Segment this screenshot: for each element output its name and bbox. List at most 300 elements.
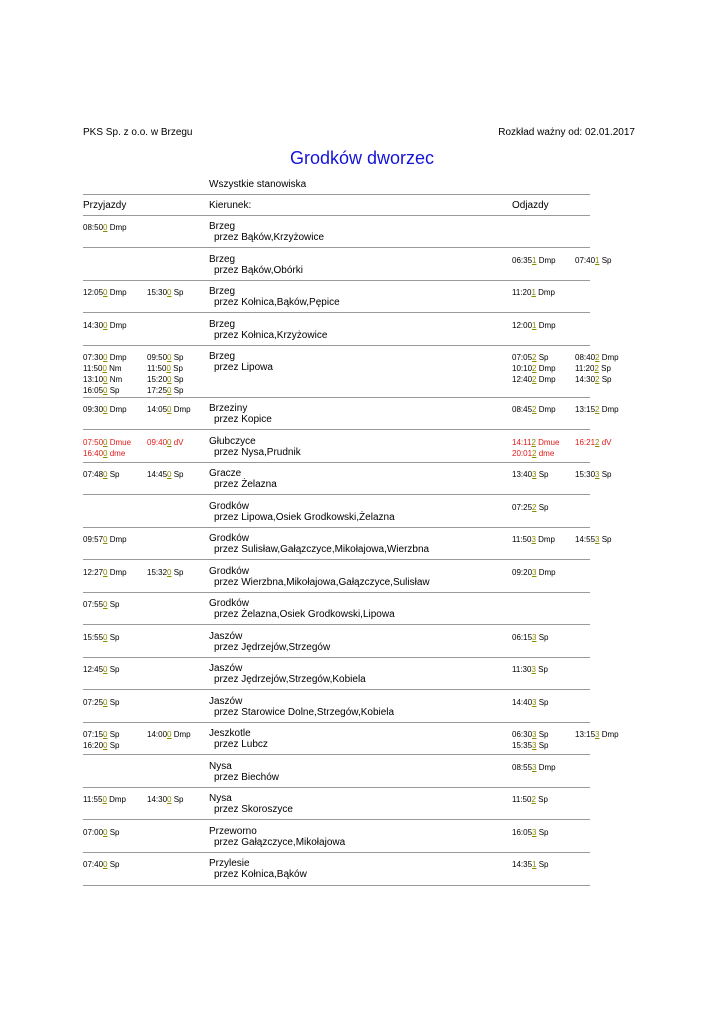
platform-mark: 0 bbox=[167, 375, 172, 384]
direction-cell bbox=[209, 286, 340, 308]
platform-mark: 1 bbox=[532, 256, 537, 265]
platform-mark: 3 bbox=[532, 730, 537, 739]
time-entry bbox=[512, 352, 556, 363]
via-route: przez Kołnica,Krzyżowice bbox=[214, 330, 328, 341]
direction-cell bbox=[209, 566, 430, 588]
destination: Przylesie bbox=[209, 858, 250, 869]
time: 12:00 bbox=[512, 321, 533, 330]
time-entry bbox=[512, 320, 556, 331]
service-code: Sp bbox=[171, 470, 184, 479]
time: 16:05 bbox=[83, 386, 104, 395]
arrivals-cell bbox=[147, 567, 184, 578]
arrivals-cell bbox=[147, 287, 184, 298]
platform-mark: 3 bbox=[595, 535, 600, 544]
time: 08:55 bbox=[512, 763, 533, 772]
row-divider bbox=[83, 852, 590, 853]
time-entry bbox=[83, 374, 127, 385]
time: 16:20 bbox=[83, 741, 104, 750]
departures-header: Odjazdy bbox=[512, 200, 549, 211]
service-code: Dmp bbox=[107, 321, 127, 330]
time: 12:45 bbox=[83, 665, 104, 674]
destination: Nysa bbox=[209, 793, 232, 804]
time-entry bbox=[512, 502, 549, 513]
arrivals-cell bbox=[83, 697, 120, 708]
service-code: Sp bbox=[536, 730, 549, 739]
platform-mark: 0 bbox=[103, 375, 108, 384]
time-entry bbox=[512, 697, 549, 708]
time-entry bbox=[512, 287, 555, 298]
platform-mark: 3 bbox=[532, 741, 537, 750]
time: 06:30 bbox=[512, 730, 533, 739]
service-code: Sp bbox=[107, 860, 120, 869]
direction-cell bbox=[209, 663, 366, 685]
platform-mark: 0 bbox=[103, 860, 108, 869]
time: 07:50 bbox=[83, 438, 104, 447]
direction-cell bbox=[209, 761, 279, 783]
departures-cell bbox=[575, 437, 612, 448]
platform-mark: 2 bbox=[532, 405, 537, 414]
platform-mark: 0 bbox=[103, 535, 108, 544]
row-divider bbox=[83, 787, 590, 788]
platform-mark: 3 bbox=[531, 535, 536, 544]
service-code: Sp bbox=[536, 828, 549, 837]
time-entry bbox=[147, 287, 184, 298]
destination: Jaszów bbox=[209, 663, 243, 674]
platform-mark: 0 bbox=[167, 730, 172, 739]
row-divider bbox=[83, 689, 590, 690]
time: 10:10 bbox=[512, 364, 533, 373]
platform-mark: 2 bbox=[532, 375, 537, 384]
time-entry bbox=[512, 363, 556, 374]
service-code: Dmp bbox=[536, 568, 556, 577]
time-entry bbox=[575, 729, 619, 740]
direction-cell bbox=[209, 468, 277, 490]
platform-mark: 0 bbox=[103, 741, 108, 750]
time-entry bbox=[147, 567, 184, 578]
time-entry bbox=[575, 437, 612, 448]
service-code: Dmp bbox=[536, 256, 556, 265]
service-code: Dmp bbox=[599, 353, 619, 362]
time-entry bbox=[147, 469, 184, 480]
destination: Grodków bbox=[209, 533, 250, 544]
time: 07:55 bbox=[83, 600, 104, 609]
platform-mark: 0 bbox=[167, 386, 172, 395]
time: 13:10 bbox=[83, 375, 104, 384]
service-code: dV bbox=[171, 438, 184, 447]
platform-mark: 0 bbox=[103, 600, 108, 609]
arrivals-cell bbox=[147, 469, 184, 480]
platform-mark: 2 bbox=[595, 405, 600, 414]
platform-mark: 2 bbox=[531, 438, 536, 447]
time-entry bbox=[512, 762, 556, 773]
arrivals-cell bbox=[83, 320, 127, 331]
row-divider bbox=[83, 592, 590, 593]
departures-cell bbox=[575, 729, 619, 740]
departures-cell bbox=[512, 287, 555, 298]
page-title: Grodków dworzec bbox=[289, 148, 435, 168]
departures-cell bbox=[512, 255, 556, 266]
row-divider bbox=[83, 397, 590, 398]
arrivals-cell bbox=[147, 404, 191, 415]
time-entry bbox=[147, 404, 191, 415]
platform-mark: 2 bbox=[595, 375, 600, 384]
platform-mark: 0 bbox=[167, 405, 172, 414]
departures-cell bbox=[512, 320, 556, 331]
platform-mark: 2 bbox=[532, 503, 537, 512]
time-entry bbox=[575, 469, 612, 480]
platform-mark: 3 bbox=[532, 763, 537, 772]
service-code: Sp bbox=[536, 503, 549, 512]
platform-mark: 0 bbox=[103, 223, 108, 232]
time: 11:50 bbox=[512, 535, 532, 544]
arrivals-cell bbox=[147, 352, 184, 396]
arrivals-cell bbox=[83, 599, 120, 610]
platform-mark: 0 bbox=[167, 438, 172, 447]
row-divider bbox=[83, 527, 590, 528]
time: 11:50 bbox=[512, 795, 532, 804]
arrivals-cell bbox=[83, 827, 120, 838]
service-code: Dmp bbox=[536, 405, 556, 414]
service-code: Sp bbox=[536, 353, 549, 362]
service-code: dme bbox=[536, 449, 555, 458]
service-code: Sp bbox=[107, 828, 120, 837]
time-entry bbox=[83, 859, 120, 870]
via-route: przez Lubcz bbox=[214, 739, 268, 750]
service-code: Dmp bbox=[171, 405, 191, 414]
time-entry bbox=[147, 385, 184, 396]
time-entry bbox=[512, 632, 549, 643]
service-code: Sp bbox=[171, 375, 184, 384]
arrivals-cell bbox=[83, 469, 120, 480]
via-route: przez Kopice bbox=[214, 414, 272, 425]
time: 11:50 bbox=[147, 364, 167, 373]
row-divider bbox=[83, 312, 590, 313]
service-code: Dmp bbox=[536, 321, 556, 330]
row-divider bbox=[83, 247, 590, 248]
service-code: Dmp bbox=[107, 405, 127, 414]
via-route: przez Bąków,Obórki bbox=[214, 265, 303, 276]
departures-cell bbox=[575, 534, 612, 545]
arrivals-cell bbox=[147, 437, 184, 448]
destination: Brzeg bbox=[209, 286, 236, 297]
destination: Brzeg bbox=[209, 351, 236, 362]
departures-cell bbox=[512, 502, 549, 513]
time-entry bbox=[83, 320, 127, 331]
destination: Brzeg bbox=[209, 221, 236, 232]
platforms-label: Wszystkie stanowiska bbox=[209, 179, 307, 190]
time-entry bbox=[83, 599, 120, 610]
time: 14:30 bbox=[147, 795, 168, 804]
row-divider bbox=[83, 494, 590, 495]
service-code: Sp bbox=[107, 665, 120, 674]
time: 06:15 bbox=[512, 633, 533, 642]
departures-cell bbox=[512, 567, 556, 578]
platform-mark: 0 bbox=[167, 353, 172, 362]
departures-cell bbox=[575, 469, 612, 480]
time-entry bbox=[575, 534, 612, 545]
platform-mark: 0 bbox=[103, 470, 108, 479]
time: 15:35 bbox=[512, 741, 533, 750]
time: 14:35 bbox=[512, 860, 533, 869]
time: 12:27 bbox=[83, 568, 104, 577]
time-entry bbox=[512, 534, 555, 545]
time: 08:50 bbox=[83, 223, 104, 232]
platform-mark: 2 bbox=[532, 364, 537, 373]
service-code: Sp bbox=[171, 353, 184, 362]
arrivals-cell bbox=[83, 664, 120, 675]
time-entry bbox=[512, 729, 549, 740]
via-route: przez Kołnica,Bąków bbox=[214, 869, 307, 880]
time-entry bbox=[83, 352, 127, 363]
destination: Głubczyce bbox=[209, 436, 256, 447]
time: 06:35 bbox=[512, 256, 533, 265]
service-code: Dmp bbox=[107, 568, 127, 577]
direction-cell bbox=[209, 728, 268, 750]
time: 15:32 bbox=[147, 568, 168, 577]
row-divider bbox=[83, 624, 590, 625]
time-entry bbox=[512, 404, 556, 415]
time-entry bbox=[147, 729, 191, 740]
platform-mark: 3 bbox=[532, 568, 537, 577]
arrivals-cell bbox=[83, 287, 127, 298]
direction-cell bbox=[209, 436, 301, 458]
time: 14:55 bbox=[575, 535, 596, 544]
arrivals-cell bbox=[83, 729, 120, 751]
platform-mark: 0 bbox=[103, 633, 108, 642]
time: 09:40 bbox=[147, 438, 168, 447]
direction-cell bbox=[209, 696, 394, 718]
departures-cell bbox=[512, 437, 559, 459]
row-divider bbox=[83, 280, 590, 281]
platform-mark: 0 bbox=[103, 438, 108, 447]
destination: Jaszów bbox=[209, 631, 243, 642]
direction-cell bbox=[209, 533, 429, 555]
service-code: Sp bbox=[171, 386, 184, 395]
service-code: Sp bbox=[107, 730, 120, 739]
service-code: Sp bbox=[599, 470, 612, 479]
via-route: przez Żelazna bbox=[214, 479, 277, 490]
destination: Nysa bbox=[209, 761, 232, 772]
platform-mark: 3 bbox=[532, 698, 537, 707]
row-divider bbox=[83, 429, 590, 430]
platform-mark: 0 bbox=[103, 698, 108, 707]
platform-mark: 0 bbox=[103, 449, 108, 458]
via-route: przez Wierzbna,Mikołajowa,Gałązczyce,Sulisław bbox=[214, 577, 430, 588]
row-divider bbox=[83, 559, 590, 560]
time: 14:00 bbox=[147, 730, 168, 739]
time: 08:45 bbox=[512, 405, 533, 414]
time-entry bbox=[575, 352, 619, 363]
time-entry bbox=[83, 697, 120, 708]
platform-mark: 0 bbox=[103, 665, 108, 674]
time: 11:30 bbox=[512, 665, 532, 674]
departures-cell bbox=[512, 404, 556, 415]
time-entry bbox=[512, 448, 559, 459]
time: 15:55 bbox=[83, 633, 104, 642]
time: 13:40 bbox=[512, 470, 533, 479]
time: 07:30 bbox=[83, 353, 104, 362]
platform-mark: 2 bbox=[594, 364, 599, 373]
platform-mark: 2 bbox=[595, 438, 600, 447]
via-route: przez Jędrzejów,Strzegów,Kobiela bbox=[214, 674, 366, 685]
service-code: Sp bbox=[171, 288, 184, 297]
time-entry bbox=[83, 664, 120, 675]
time-entry bbox=[83, 437, 131, 448]
row-divider bbox=[83, 462, 590, 463]
time-entry bbox=[83, 729, 120, 740]
row-divider bbox=[83, 885, 590, 886]
time-entry bbox=[83, 404, 127, 415]
time: 07:40 bbox=[575, 256, 596, 265]
time-entry bbox=[512, 794, 548, 805]
platform-mark: 1 bbox=[531, 288, 536, 297]
time-entry bbox=[83, 534, 127, 545]
platform-mark: 1 bbox=[595, 256, 600, 265]
time: 07:48 bbox=[83, 470, 104, 479]
service-code: Dmp bbox=[599, 405, 619, 414]
service-code: Sp bbox=[536, 741, 549, 750]
time-entry bbox=[147, 352, 184, 363]
service-code: dV bbox=[599, 438, 612, 447]
arrivals-cell bbox=[83, 222, 127, 233]
platform-mark: 3 bbox=[531, 665, 536, 674]
time: 16:21 bbox=[575, 438, 596, 447]
departures-cell bbox=[575, 255, 612, 266]
direction-cell bbox=[209, 351, 273, 373]
platform-mark: 3 bbox=[532, 470, 537, 479]
direction-cell bbox=[209, 221, 324, 243]
departures-cell bbox=[512, 859, 549, 870]
time-entry bbox=[575, 374, 619, 385]
service-code: Sp bbox=[107, 633, 120, 642]
platform-mark: 2 bbox=[532, 449, 537, 458]
departures-cell bbox=[512, 632, 549, 643]
service-code: Dmp bbox=[536, 364, 556, 373]
platform-mark: 0 bbox=[166, 364, 171, 373]
time: 08:40 bbox=[575, 353, 596, 362]
service-code: Sp bbox=[536, 470, 549, 479]
service-code: Sp bbox=[170, 364, 183, 373]
time: 15:30 bbox=[575, 470, 596, 479]
service-code: Dmue bbox=[107, 438, 132, 447]
platform-mark: 3 bbox=[532, 828, 537, 837]
time: 20:01 bbox=[512, 449, 533, 458]
time-entry bbox=[83, 448, 131, 459]
departures-cell bbox=[512, 762, 556, 773]
time-entry bbox=[83, 740, 120, 751]
departures-cell bbox=[575, 404, 619, 415]
service-code: Dmp bbox=[171, 730, 191, 739]
time: 09:20 bbox=[512, 568, 533, 577]
direction-cell bbox=[209, 631, 330, 653]
platform-mark: 3 bbox=[532, 633, 537, 642]
destination: Gracze bbox=[209, 468, 242, 479]
time: 14:30 bbox=[83, 321, 104, 330]
platform-mark: 0 bbox=[103, 730, 108, 739]
platform-mark: 0 bbox=[167, 568, 172, 577]
platform-mark: 0 bbox=[102, 795, 107, 804]
service-code: Sp bbox=[171, 795, 184, 804]
time: 15:30 bbox=[147, 288, 168, 297]
time: 16:05 bbox=[512, 828, 533, 837]
departures-cell bbox=[512, 664, 548, 675]
platform-mark: 0 bbox=[102, 364, 107, 373]
service-code: Sp bbox=[599, 256, 612, 265]
via-route: przez Nysa,Prudnik bbox=[214, 447, 301, 458]
service-code: Sp bbox=[598, 364, 611, 373]
time: 07:05 bbox=[512, 353, 533, 362]
direction-cell bbox=[209, 319, 327, 341]
time-entry bbox=[83, 222, 127, 233]
direction-cell bbox=[209, 501, 395, 523]
departures-cell bbox=[512, 827, 549, 838]
direction-cell bbox=[209, 858, 307, 880]
time: 14:05 bbox=[147, 405, 168, 414]
service-code: Dmp bbox=[107, 223, 127, 232]
time-entry bbox=[83, 827, 120, 838]
destination: Brzeg bbox=[209, 254, 236, 265]
platform-mark: 1 bbox=[532, 860, 537, 869]
time-entry bbox=[512, 437, 559, 448]
time: 07:40 bbox=[83, 860, 104, 869]
divider bbox=[83, 215, 590, 216]
arrivals-cell bbox=[83, 632, 120, 643]
time: 14:11 bbox=[512, 438, 532, 447]
platform-mark: 0 bbox=[103, 828, 108, 837]
destination: Brzeg bbox=[209, 319, 236, 330]
destination: Jeszkotle bbox=[209, 728, 251, 739]
arrivals-cell bbox=[83, 404, 127, 415]
time: 07:15 bbox=[83, 730, 104, 739]
destination: Jaszów bbox=[209, 696, 243, 707]
service-code: Sp bbox=[535, 665, 548, 674]
platform-mark: 2 bbox=[531, 795, 536, 804]
time-entry bbox=[83, 363, 127, 374]
divider bbox=[83, 194, 590, 195]
departures-cell bbox=[512, 729, 549, 751]
service-code: Dmp bbox=[536, 763, 556, 772]
departures-cell bbox=[512, 794, 548, 805]
time: 17:25 bbox=[147, 386, 168, 395]
arrivals-cell bbox=[83, 437, 131, 459]
direction-cell bbox=[209, 254, 303, 276]
platform-mark: 0 bbox=[103, 405, 108, 414]
time-entry bbox=[147, 363, 184, 374]
time-entry bbox=[147, 437, 184, 448]
service-code: Nm bbox=[107, 375, 123, 384]
platform-mark: 0 bbox=[103, 321, 108, 330]
service-code: Sp bbox=[535, 795, 548, 804]
time: 09:30 bbox=[83, 405, 104, 414]
service-code: dme bbox=[107, 449, 126, 458]
service-code: Dmp bbox=[106, 795, 127, 804]
time-entry bbox=[83, 794, 126, 805]
time: 11:50 bbox=[83, 364, 103, 373]
via-route: przez Bąków,Krzyżowice bbox=[214, 232, 325, 243]
service-code: Dmp bbox=[107, 353, 127, 362]
platform-mark: 1 bbox=[532, 321, 537, 330]
row-divider bbox=[83, 754, 590, 755]
service-code: Sp bbox=[599, 375, 612, 384]
service-code: Dmp bbox=[599, 730, 619, 739]
time-entry bbox=[512, 469, 549, 480]
time-entry bbox=[575, 255, 612, 266]
time-entry bbox=[512, 255, 556, 266]
time: 11:20 bbox=[575, 364, 595, 373]
time-entry bbox=[83, 469, 120, 480]
service-code: Dmp bbox=[535, 288, 556, 297]
destination: Brzeziny bbox=[209, 403, 248, 414]
